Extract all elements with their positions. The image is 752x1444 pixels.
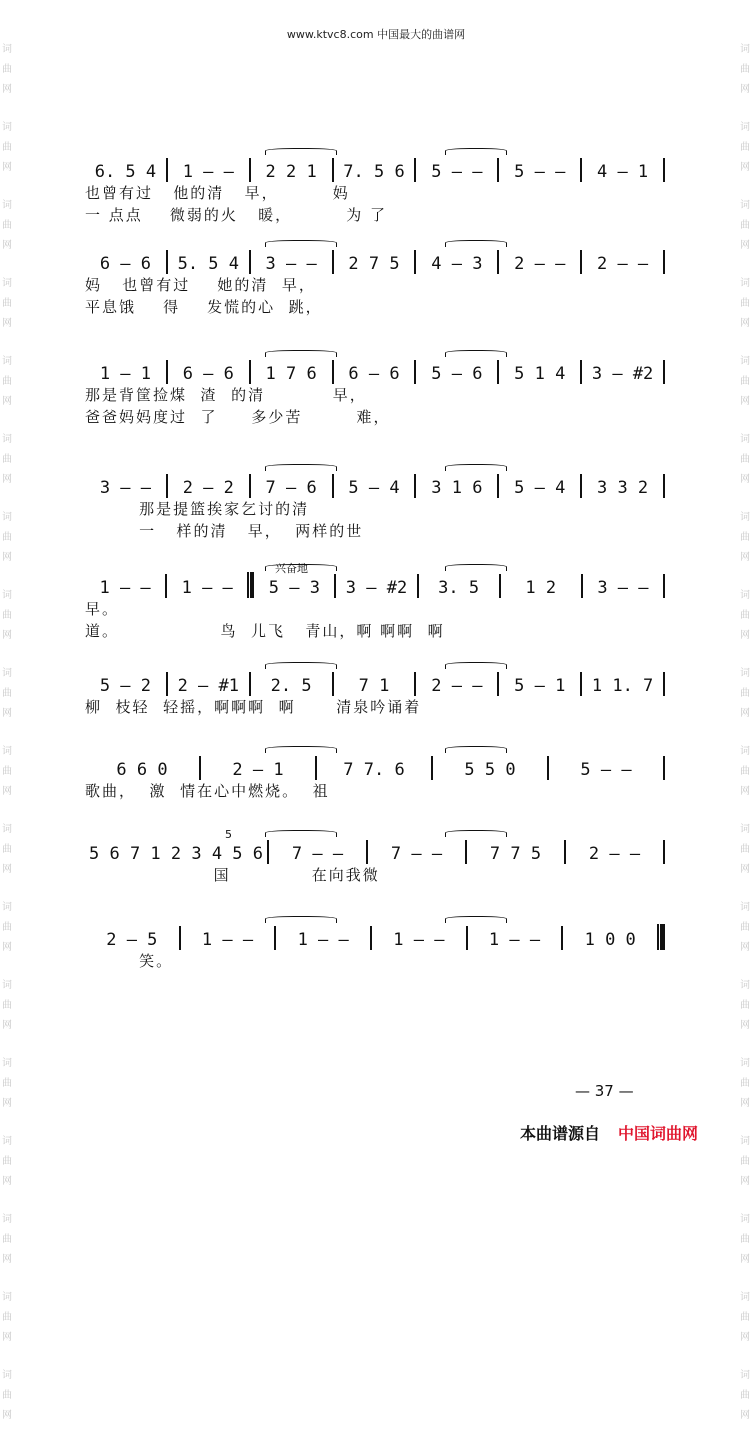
watermark-char: 网 [740,1332,750,1343]
measure: 4 — 1 [596,162,649,182]
measure: 7 — — [291,844,344,864]
notes-row [85,150,665,182]
slur [445,662,507,669]
slur [265,464,337,471]
watermark-char: 词 [740,746,750,757]
watermark-char: 网 [2,864,12,875]
measure: 1 — — [393,930,445,950]
watermark-char: 词 [2,746,12,757]
barline [247,572,254,598]
lyric-line: 爸爸妈妈度过 了 多少苦 难， [85,408,391,426]
measure: 6 — 6 [182,364,234,384]
barline [663,574,665,598]
watermark-char: 词 [740,200,750,211]
watermark-char: 曲 [740,64,750,75]
watermark-char: 曲 [740,610,750,621]
watermark-char: 网 [740,318,750,329]
watermark-char: 网 [2,1176,12,1187]
measure: 2 — — [588,844,641,864]
lyric-line: 柳 枝轻 轻摇，啊啊啊 啊 清泉吟诵着 [85,698,422,716]
watermark-char: 网 [740,396,750,407]
watermark-char: 网 [740,708,750,719]
watermark-char: 曲 [740,376,750,387]
lyric-line: 平息饿 得 发慌的心 跳， [85,298,323,316]
watermark-char: 词 [740,512,750,523]
watermark-char: 网 [2,474,12,485]
watermark-char: 曲 [2,1234,12,1245]
watermark-char: 词 [2,356,12,367]
notes-row [85,664,665,696]
measure: 1 — — [99,578,151,598]
lyric-line: 也曾有过 他的清 早， 妈 [85,184,350,202]
watermark-char: 曲 [2,142,12,153]
watermark-char: 词 [2,434,12,445]
measure: 3 — — [99,478,152,498]
measure: 2 — #1 [177,676,239,696]
watermark-char: 曲 [2,220,12,231]
footer [520,1121,698,1144]
measure: 6 — 6 [99,254,152,274]
watermark-char: 曲 [2,376,12,387]
notes-row [85,242,665,274]
score-system [85,352,665,428]
measure: 3 1 6 [431,478,483,498]
measure: 5 — 4 [348,478,400,498]
watermark-char: 曲 [2,1390,12,1401]
score-system [85,918,665,972]
watermark-char: 曲 [2,766,12,777]
measure: 7 7 5 [489,844,542,864]
measure: 5. 5 4 [177,254,239,274]
watermark-char: 曲 [740,1000,750,1011]
watermark-char: 词 [740,122,750,133]
watermark-char: 曲 [740,142,750,153]
measure: 3. 5 [438,578,480,598]
watermark-char: 网 [2,396,12,407]
measure: 5 — 3 [268,578,320,598]
measure: 3 — #2 [345,578,408,598]
watermark-char: 曲 [2,844,12,855]
slur [445,350,507,357]
measure: 1 0 0 [584,930,636,950]
measure: 7 1 [358,676,390,696]
measure: 5 1 4 [514,364,566,384]
notes-row [85,832,665,864]
watermark-char: 曲 [740,1156,750,1167]
watermark-char: 网 [2,1098,12,1109]
watermark-char: 网 [740,1098,750,1109]
watermark-char: 词 [2,590,12,601]
watermark-char: 词 [740,434,750,445]
lyric-line: 一 样的清 早， 两样的世 [85,522,364,540]
measure: 2 — — [596,254,649,274]
measure: 2 — 1 [232,760,284,780]
watermark-char: 曲 [2,610,12,621]
score-system [85,828,665,886]
measure: 3 3 2 [596,478,649,498]
measure: 7 — 6 [265,478,317,498]
slur [445,564,507,571]
watermark-char: 曲 [740,532,750,543]
watermark-char: 词 [2,1058,12,1069]
watermark-char: 词 [740,980,750,991]
lyric-line: 早。 [85,600,120,618]
slur [445,916,507,923]
lyric-line: 妈 也曾有过 她的清 早， [85,276,316,294]
measure: 1 2 [525,578,557,598]
watermark-char: 词 [740,1370,750,1381]
watermark-char: 曲 [740,1312,750,1323]
watermark-char: 曲 [2,532,12,543]
measure: 3 — #2 [591,364,654,384]
watermark-char: 曲 [740,220,750,231]
watermark-char: 词 [740,1136,750,1147]
score-system [85,150,665,226]
watermark-char: 网 [2,84,12,95]
lyric-line: 国 在向我微 [85,866,380,884]
watermark-char: 曲 [740,1390,750,1401]
watermark-char: 网 [2,786,12,797]
watermark-char: 曲 [2,1156,12,1167]
watermark-char: 曲 [740,1234,750,1245]
measure: 2 2 1 [265,162,317,182]
watermark-char: 网 [2,1410,12,1421]
watermark-char: 曲 [740,298,750,309]
page-number: — 37 — [575,1082,634,1100]
measure: 3 — — [265,254,317,274]
watermark-char: 词 [2,980,12,991]
watermark-char: 词 [2,44,12,55]
watermark-char: 曲 [2,922,12,933]
measure: 2 — — [514,254,566,274]
score-system [85,748,665,802]
watermark-char: 词 [740,824,750,835]
measure: 5 — 4 [514,478,566,498]
watermark-char: 词 [740,1214,750,1225]
measure: 7 — — [390,844,443,864]
measure: 1 — — [181,578,233,598]
slur [265,746,337,753]
watermark-char: 词 [2,122,12,133]
watermark-char: 词 [2,902,12,913]
measure: 3 — — [597,578,649,598]
watermark-char: 曲 [2,1078,12,1089]
barline [663,474,665,498]
measure: 2 — 5 [106,930,158,950]
measure: 5 — — [514,162,566,182]
watermark-char: 词 [740,1058,750,1069]
barline [663,360,665,384]
notes-row [85,748,665,780]
lyric-line: 道。 鸟 儿飞 青山，啊 啊啊 啊 [85,622,445,640]
watermark-char: 网 [740,630,750,641]
measure: 5 5 0 [464,760,516,780]
slur [265,662,337,669]
watermark-char: 网 [2,942,12,953]
measure: 5 6 7 1 2 3 4 5 6 [89,844,263,864]
notes-row [85,466,665,498]
measure: 7 7. 6 [343,760,405,780]
measure: 6. 5 4 [94,162,157,182]
score-system [85,466,665,542]
watermark-char: 词 [2,278,12,289]
score-system [85,664,665,718]
footer-site: 中国词曲网 [618,1124,699,1143]
watermark-char: 曲 [2,1312,12,1323]
watermark-char: 网 [740,474,750,485]
slur [265,830,337,837]
slur [265,916,337,923]
measure: 1 — — [297,930,349,950]
watermark-char: 网 [740,162,750,173]
watermark-char: 网 [2,1254,12,1265]
barline [663,840,665,864]
measure: 4 — 3 [431,254,483,274]
measure: 1 7 6 [265,364,317,384]
barline [663,672,665,696]
measure: 5 — 6 [431,364,483,384]
watermark-char: 词 [740,668,750,679]
watermark-char: 网 [2,708,12,719]
measure: 1 1. 7 [591,676,654,696]
watermark-char: 网 [740,1410,750,1421]
watermark-char: 网 [2,630,12,641]
watermark-char: 曲 [740,766,750,777]
measure: 1 — — [182,162,234,182]
slur [445,240,507,247]
notes-row [85,918,665,950]
slur [265,148,337,155]
measure: 6 6 0 [116,760,168,780]
watermark-char: 曲 [2,688,12,699]
watermark-char: 词 [740,1292,750,1303]
watermark-char: 词 [2,1136,12,1147]
measure: 6 — 6 [348,364,400,384]
watermark-char: 词 [740,902,750,913]
watermark-char: 网 [2,1020,12,1031]
watermark-char: 词 [2,1370,12,1381]
watermark-char: 网 [740,552,750,563]
watermark-char: 网 [2,240,12,251]
watermark-char: 网 [740,864,750,875]
watermark-char: 网 [740,1020,750,1031]
tuplet-mark: 5 [225,828,232,841]
watermark-char: 词 [2,200,12,211]
measure: 1 — 1 [99,364,152,384]
lyric-line: 一 点点 微弱的火 暖， 为 了 [85,206,388,224]
lyric-line: 那是背筐捡煤 渣 的清 早， [85,386,367,404]
watermark-char: 词 [2,1292,12,1303]
watermark-right [738,40,752,1444]
measure: 5 — — [580,760,632,780]
measure: 2 — — [431,676,483,696]
tempo-mark: 兴奋地 [275,562,308,575]
barline [663,158,665,182]
footer-label: 本曲谱源自 [520,1124,601,1143]
watermark-char: 词 [740,278,750,289]
measure: 2 — 2 [182,478,234,498]
watermark-char: 曲 [740,454,750,465]
watermark-char: 曲 [2,64,12,75]
watermark-left [0,40,14,1444]
measure: 7. 5 6 [343,162,405,182]
watermark-char: 词 [740,356,750,367]
watermark-char: 词 [740,590,750,601]
lyric-line: 那是提篮挨家乞讨的清 [85,500,310,518]
score-system [85,242,665,318]
watermark-char: 网 [740,786,750,797]
barline [657,924,665,950]
watermark-char: 曲 [740,688,750,699]
barline [663,250,665,274]
measure: 2. 5 [270,676,312,696]
watermark-char: 网 [2,318,12,329]
notes-row [85,566,665,598]
watermark-char: 曲 [740,1078,750,1089]
watermark-char: 曲 [2,1000,12,1011]
measure: 5 — 1 [514,676,566,696]
score-system [85,562,665,642]
watermark-char: 曲 [740,922,750,933]
watermark-char: 词 [2,512,12,523]
watermark-char: 词 [2,1214,12,1225]
watermark-char: 网 [2,162,12,173]
watermark-char: 词 [740,44,750,55]
slur [445,746,507,753]
measure: 1 — — [201,930,254,950]
watermark-char: 网 [2,1332,12,1343]
notes-row [85,352,665,384]
measure: 5 — 2 [99,676,152,696]
watermark-char: 曲 [2,298,12,309]
watermark-char: 词 [2,668,12,679]
watermark-char: 网 [740,84,750,95]
slur [445,464,507,471]
slur [445,830,507,837]
watermark-char: 曲 [740,844,750,855]
slur [265,240,337,247]
watermark-char: 网 [740,1254,750,1265]
watermark-char: 网 [740,240,750,251]
lyric-line: 歌曲， 激 情在心中燃烧。 祖 [85,782,330,800]
source-header: www.ktvc8.com 中国最大的曲谱网 [286,28,466,41]
slur [445,148,507,155]
measure: 5 — — [431,162,483,182]
watermark-char: 词 [2,824,12,835]
measure: 2 7 5 [348,254,400,274]
slur [265,350,337,357]
watermark-char: 网 [2,552,12,563]
lyric-line: 笑。 [85,952,174,970]
watermark-char: 网 [740,942,750,953]
measure: 1 — — [488,930,541,950]
watermark-char: 网 [740,1176,750,1187]
watermark-char: 曲 [2,454,12,465]
barline [663,756,665,780]
